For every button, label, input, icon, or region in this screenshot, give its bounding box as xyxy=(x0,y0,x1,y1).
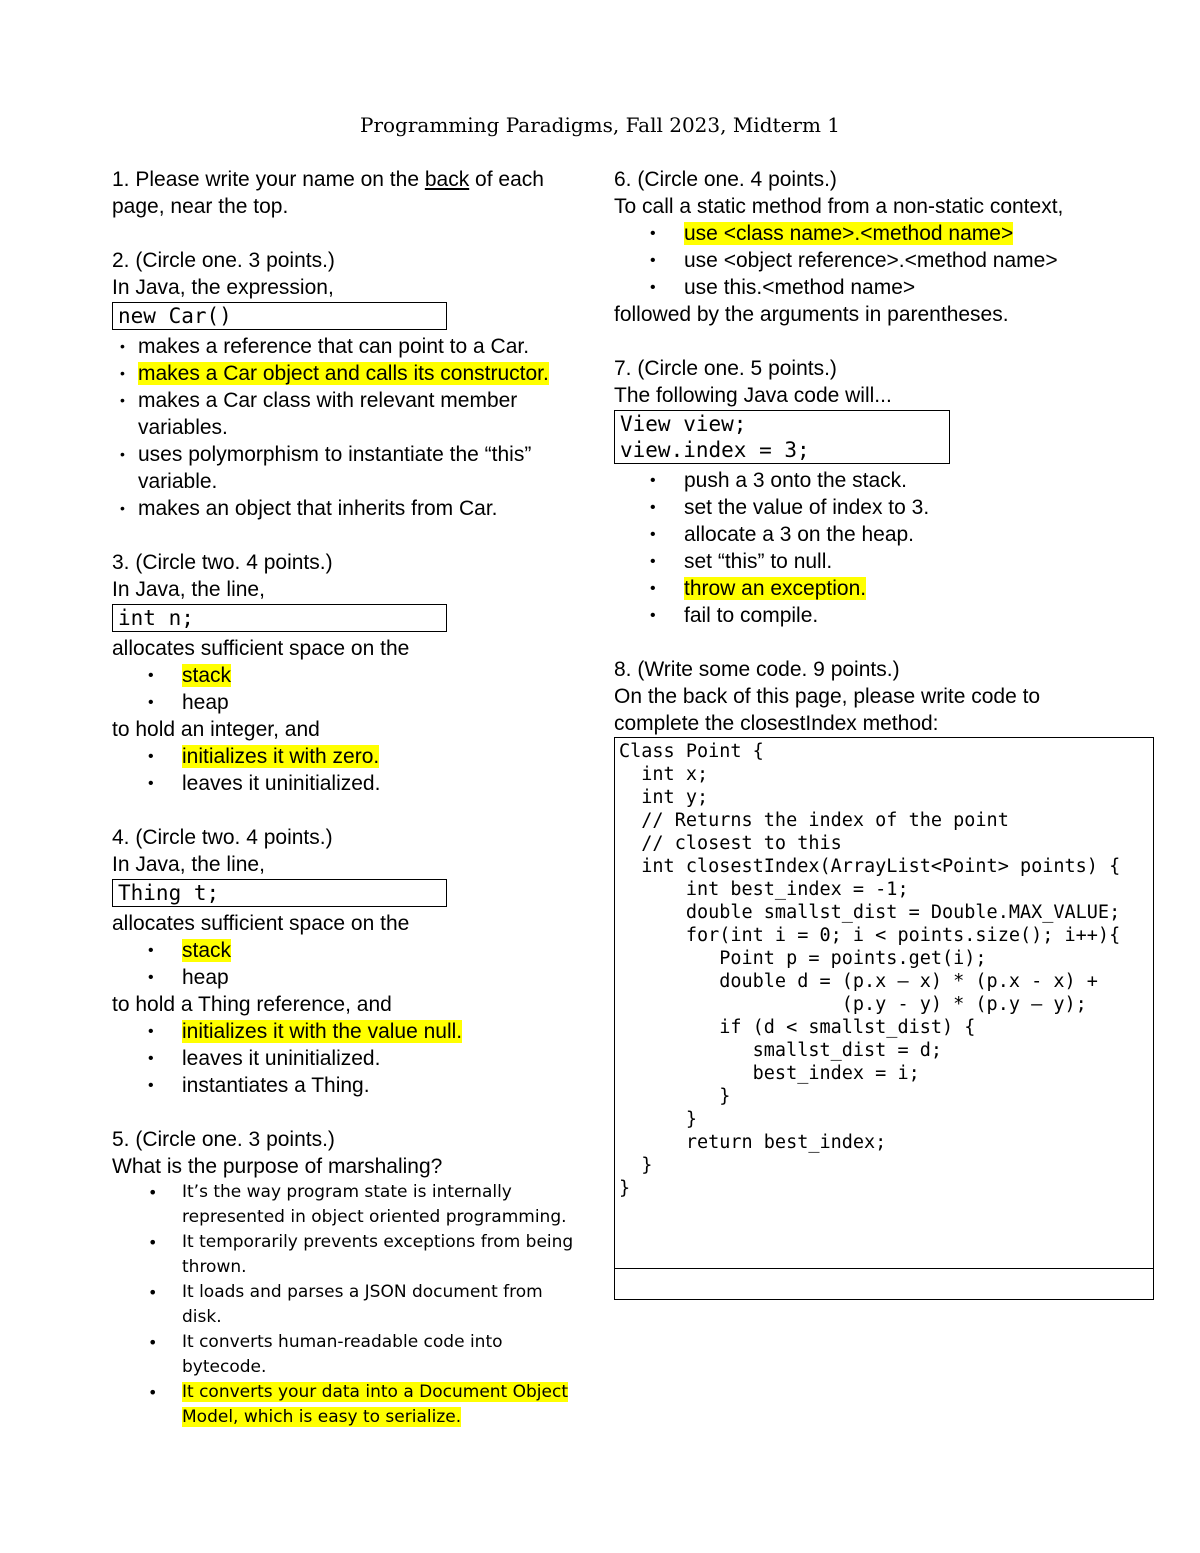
q2-option[interactable]: • makes a Car class with relevant member xyxy=(120,389,518,412)
q2-option-cont: variables. xyxy=(138,416,228,439)
q4-init-options xyxy=(112,1018,582,1099)
q5-option[interactable]: • It loads and parses a JSON document from disk. xyxy=(148,1282,543,1327)
q5-option[interactable]: • It temporarily prevents exceptions from being thrown. xyxy=(148,1232,574,1277)
q4-header: 4. (Circle two. 4 points.) xyxy=(112,826,333,849)
q6-option[interactable]: • use this.<method name> xyxy=(650,276,916,299)
q3-mid1: allocates sufficient space on the xyxy=(112,637,410,660)
back-underlined: back xyxy=(424,168,470,191)
q8-intro2: complete the closestIndex method: xyxy=(614,712,939,735)
q4-intro: In Java, the line, xyxy=(112,853,265,876)
q2-intro: In Java, the expression, xyxy=(112,276,334,299)
q8-code-box-footer xyxy=(615,1268,1153,1299)
q6-header: 6. (Circle one. 4 points.) xyxy=(614,168,837,191)
q5-option[interactable]: • It converts human-readable code into bytecode. xyxy=(148,1332,503,1377)
q7-option-answer[interactable]: • throw an exception. xyxy=(650,577,867,600)
q1-line2: page, near the top. xyxy=(112,195,289,218)
q2-options xyxy=(112,333,582,522)
q6-intro: To call a static method from a non-static context, xyxy=(614,195,1064,218)
q7-option[interactable]: • fail to compile. xyxy=(650,604,819,627)
q4-option[interactable]: • instantiates a Thing. xyxy=(148,1074,370,1097)
q2-option[interactable]: • makes an object that inherits from Car. xyxy=(120,497,498,520)
q5-header: 5. (Circle one. 3 points.) xyxy=(112,1128,335,1151)
q3-option-answer[interactable]: • initializes it with zero. xyxy=(148,745,380,768)
q7-option[interactable]: • set the value of index to 3. xyxy=(650,496,930,519)
q4-option-answer[interactable]: • initializes it with the value null. xyxy=(148,1020,463,1043)
q2-option-cont: variable. xyxy=(138,470,218,493)
q7-option[interactable]: • push a 3 onto the stack. xyxy=(650,469,907,492)
q7-intro: The following Java code will... xyxy=(614,384,892,407)
q5-question: What is the purpose of marshaling? xyxy=(112,1155,443,1178)
q4-mid1: allocates sufficient space on the xyxy=(112,912,410,935)
q3-code-box: int n; xyxy=(112,604,447,632)
q2-option[interactable]: • uses polymorphism to instantiate the “this” xyxy=(120,443,532,466)
q3-option[interactable]: • leaves it uninitialized. xyxy=(148,772,381,795)
q6-outro: followed by the arguments in parentheses. xyxy=(614,303,1009,326)
q7-header: 7. (Circle one. 5 points.) xyxy=(614,357,837,380)
q4-location-options xyxy=(112,937,582,991)
q8-code: Class Point { int x; int y; // Returns the index of the point // closest to this int closestIndex(ArrayList<Point> points) { int best_index = -1; double smallst_dist = Double.MAX_VALUE; for(int i = 0; i < points.size(); i++){ Point p = points.get(i); double d = (p.x – x) * (p.x - x) + (p.y - y) * (p.y – y); if (d < smallst_dist) { smallst_dist = d; best_index = i; } } return best_index; } } xyxy=(619,741,1121,1199)
q3-mid2: to hold an integer, and xyxy=(112,718,320,741)
left-column xyxy=(112,166,582,1430)
q6-option[interactable]: • use <object reference>.<method name> xyxy=(650,249,1058,272)
q2-header: 2. (Circle one. 3 points.) xyxy=(112,249,335,272)
q7-option[interactable]: • allocate a 3 on the heap. xyxy=(650,523,915,546)
q4-option-answer[interactable]: • stack xyxy=(148,939,232,962)
q5-option[interactable]: • It’s the way program state is internally represented in object oriented programming. xyxy=(148,1182,567,1227)
q4-option[interactable]: • leaves it uninitialized. xyxy=(148,1047,381,1070)
q7-code-box: View view; view.index = 3; xyxy=(614,410,950,464)
q2-option[interactable]: • makes a reference that can point to a Car. xyxy=(120,335,530,358)
right-column xyxy=(614,166,1159,1300)
q3-init-options xyxy=(112,743,582,797)
q3-option[interactable]: • heap xyxy=(148,691,229,714)
q6-options xyxy=(614,220,1159,301)
q7-option[interactable]: • set “this” to null. xyxy=(650,550,833,573)
q3-header: 3. (Circle two. 4 points.) xyxy=(112,551,333,574)
q3-intro: In Java, the line, xyxy=(112,578,265,601)
q7-options xyxy=(614,467,1159,629)
q8-code-box xyxy=(614,737,1154,1300)
q8-intro1: On the back of this page, please write code to xyxy=(614,685,1041,708)
q3-option-answer[interactable]: • stack xyxy=(148,664,232,687)
q4-option[interactable]: • heap xyxy=(148,966,229,989)
q8-header: 8. (Write some code. 9 points.) xyxy=(614,658,900,681)
q5-options xyxy=(112,1180,582,1430)
q1-line1: 1. Please write your name on the back of each xyxy=(112,168,544,191)
q4-mid2: to hold a Thing reference, and xyxy=(112,993,392,1016)
q3-location-options xyxy=(112,662,582,716)
page-title: Programming Paradigms, Fall 2023, Midterm 1 xyxy=(360,113,840,137)
q6-option-answer[interactable]: • use <class name>.<method name> xyxy=(650,222,1014,245)
q2-code-box: new Car() xyxy=(112,302,447,330)
q4-code-box: Thing t; xyxy=(112,879,447,907)
q2-option-answer[interactable]: • makes a Car object and calls its constructor. xyxy=(120,362,549,385)
q5-option-answer[interactable]: • It converts your data into a Document Object Model, which is easy to serialize. xyxy=(148,1382,568,1427)
